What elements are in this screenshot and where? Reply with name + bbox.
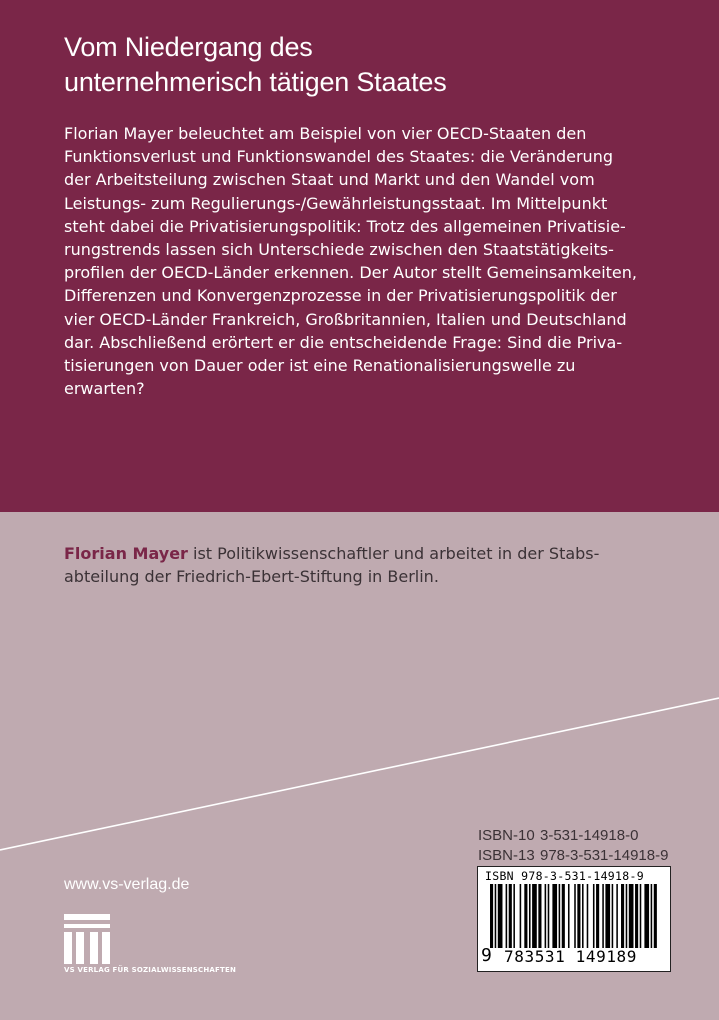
- barcode-bar: [574, 884, 576, 948]
- barcode-bar: [524, 884, 527, 948]
- book-title: [64, 30, 447, 100]
- barcode-bar: [602, 884, 604, 948]
- barcode-bar: [490, 884, 493, 948]
- barcode: [477, 866, 671, 972]
- isbn13-row: [478, 846, 668, 866]
- blurb-line: der Arbeitsteilung zwischen Staat und Markt und den Wandel vom: [64, 170, 595, 190]
- blurb-text: [64, 122, 704, 400]
- barcode-bars: [490, 884, 660, 948]
- barcode-isbn-text: ISBN 978-3-531-14918-9: [485, 869, 644, 883]
- blurb-line: Florian Mayer beleuchtet am Beispiel von vier OECD-Staaten den: [64, 124, 587, 143]
- blurb-line: vier OECD-Länder Frankreich, Großbritannien, Italien und Deutschland: [64, 309, 627, 329]
- author-bio-line: abteilung der Friedrich-Ebert-Stiftung in Berlin.: [64, 567, 439, 587]
- author-bio-text: ist Politikwissenschaftler und arbeitet in der Stabs-: [187, 544, 600, 563]
- barcode-lead-digit: 9: [481, 945, 492, 966]
- barcode-bar: [532, 884, 537, 948]
- barcode-bar: [644, 884, 649, 948]
- barcode-bar: [587, 884, 589, 948]
- barcode-digits: 783531 149189: [504, 947, 638, 966]
- barcode-bar: [562, 884, 565, 948]
- barcode-bar: [635, 884, 638, 948]
- barcode-bar: [568, 884, 570, 948]
- blurb-line: steht dabei die Privatisierungspolitik: Trotz des allgemeinen Privatisie-: [64, 216, 626, 236]
- barcode-bar: [495, 884, 497, 948]
- blurb-line: Funktionsverlust und Funktionswandel des Staates: die Veränderung: [64, 147, 613, 167]
- barcode-bar: [593, 884, 595, 948]
- barcode-bar: [520, 884, 522, 948]
- blurb-line: Leistungs- zum Regulierungs-/Gewährleistungsstaat. Im Mittelpunkt: [64, 193, 608, 213]
- blurb-line: profilen der OECD-Länder erkennen. Der Autor stellt Gemeinsamkeiten,: [64, 263, 637, 283]
- blurb-line: erwarten?: [64, 379, 145, 399]
- barcode-bar: [577, 884, 580, 948]
- barcode-bar: [596, 884, 599, 948]
- barcode-bar: [529, 884, 531, 948]
- barcode-bar: [513, 884, 515, 948]
- barcode-bar: [498, 884, 503, 948]
- barcode-bar: [605, 884, 610, 948]
- publisher-logo-caption: VS VERLAG FÜR SOZIALWISSENSCHAFTEN: [64, 966, 237, 974]
- barcode-bar: [629, 884, 634, 948]
- blurb-line: rungstrends lassen sich Unterschiede zwischen den Staatstätigkeits-: [64, 240, 614, 260]
- barcode-bar: [559, 884, 561, 948]
- barcode-bar: [509, 884, 512, 948]
- blurb-line: tisierungen von Dauer oder ist eine Renationalisierungswelle zu: [64, 356, 576, 376]
- barcode-bar: [538, 884, 541, 948]
- title-line: Vom Niedergang des: [64, 32, 313, 62]
- barcode-bar: [616, 884, 618, 948]
- isbn-block: [478, 826, 668, 866]
- barcode-bar: [506, 884, 508, 948]
- barcode-bar: [621, 884, 624, 948]
- isbn10-label: ISBN-10: [478, 827, 535, 844]
- isbn13-label: ISBN-13: [478, 847, 535, 864]
- author-name: Florian Mayer: [64, 544, 188, 563]
- barcode-bar: [552, 884, 557, 948]
- author-bio-line: [64, 542, 599, 565]
- barcode-bar: [582, 884, 584, 948]
- barcode-bar: [654, 884, 657, 948]
- barcode-bar: [640, 884, 642, 948]
- isbn10-row: [478, 826, 668, 846]
- publisher-url: www.vs-verlag.de: [64, 876, 190, 893]
- title-line: unternehmerisch tätigen Staates: [64, 67, 447, 97]
- blurb-line: Differenzen und Konvergenzprozesse in der Privatisierungspolitik der: [64, 286, 617, 306]
- barcode-bar: [651, 884, 653, 948]
- barcode-bar: [548, 884, 550, 948]
- isbn13-value: 978-3-531-14918-9: [540, 847, 669, 864]
- isbn10-value: 3-531-14918-0: [540, 827, 639, 844]
- author-bio: [64, 542, 599, 588]
- barcode-bar: [626, 884, 628, 948]
- publisher-logo-icon: [64, 914, 110, 964]
- blurb-line: dar. Abschließend erörtert er die entscheidende Frage: Sind die Priva-: [64, 332, 623, 352]
- barcode-bar: [545, 884, 547, 948]
- barcode-bar: [612, 884, 614, 948]
